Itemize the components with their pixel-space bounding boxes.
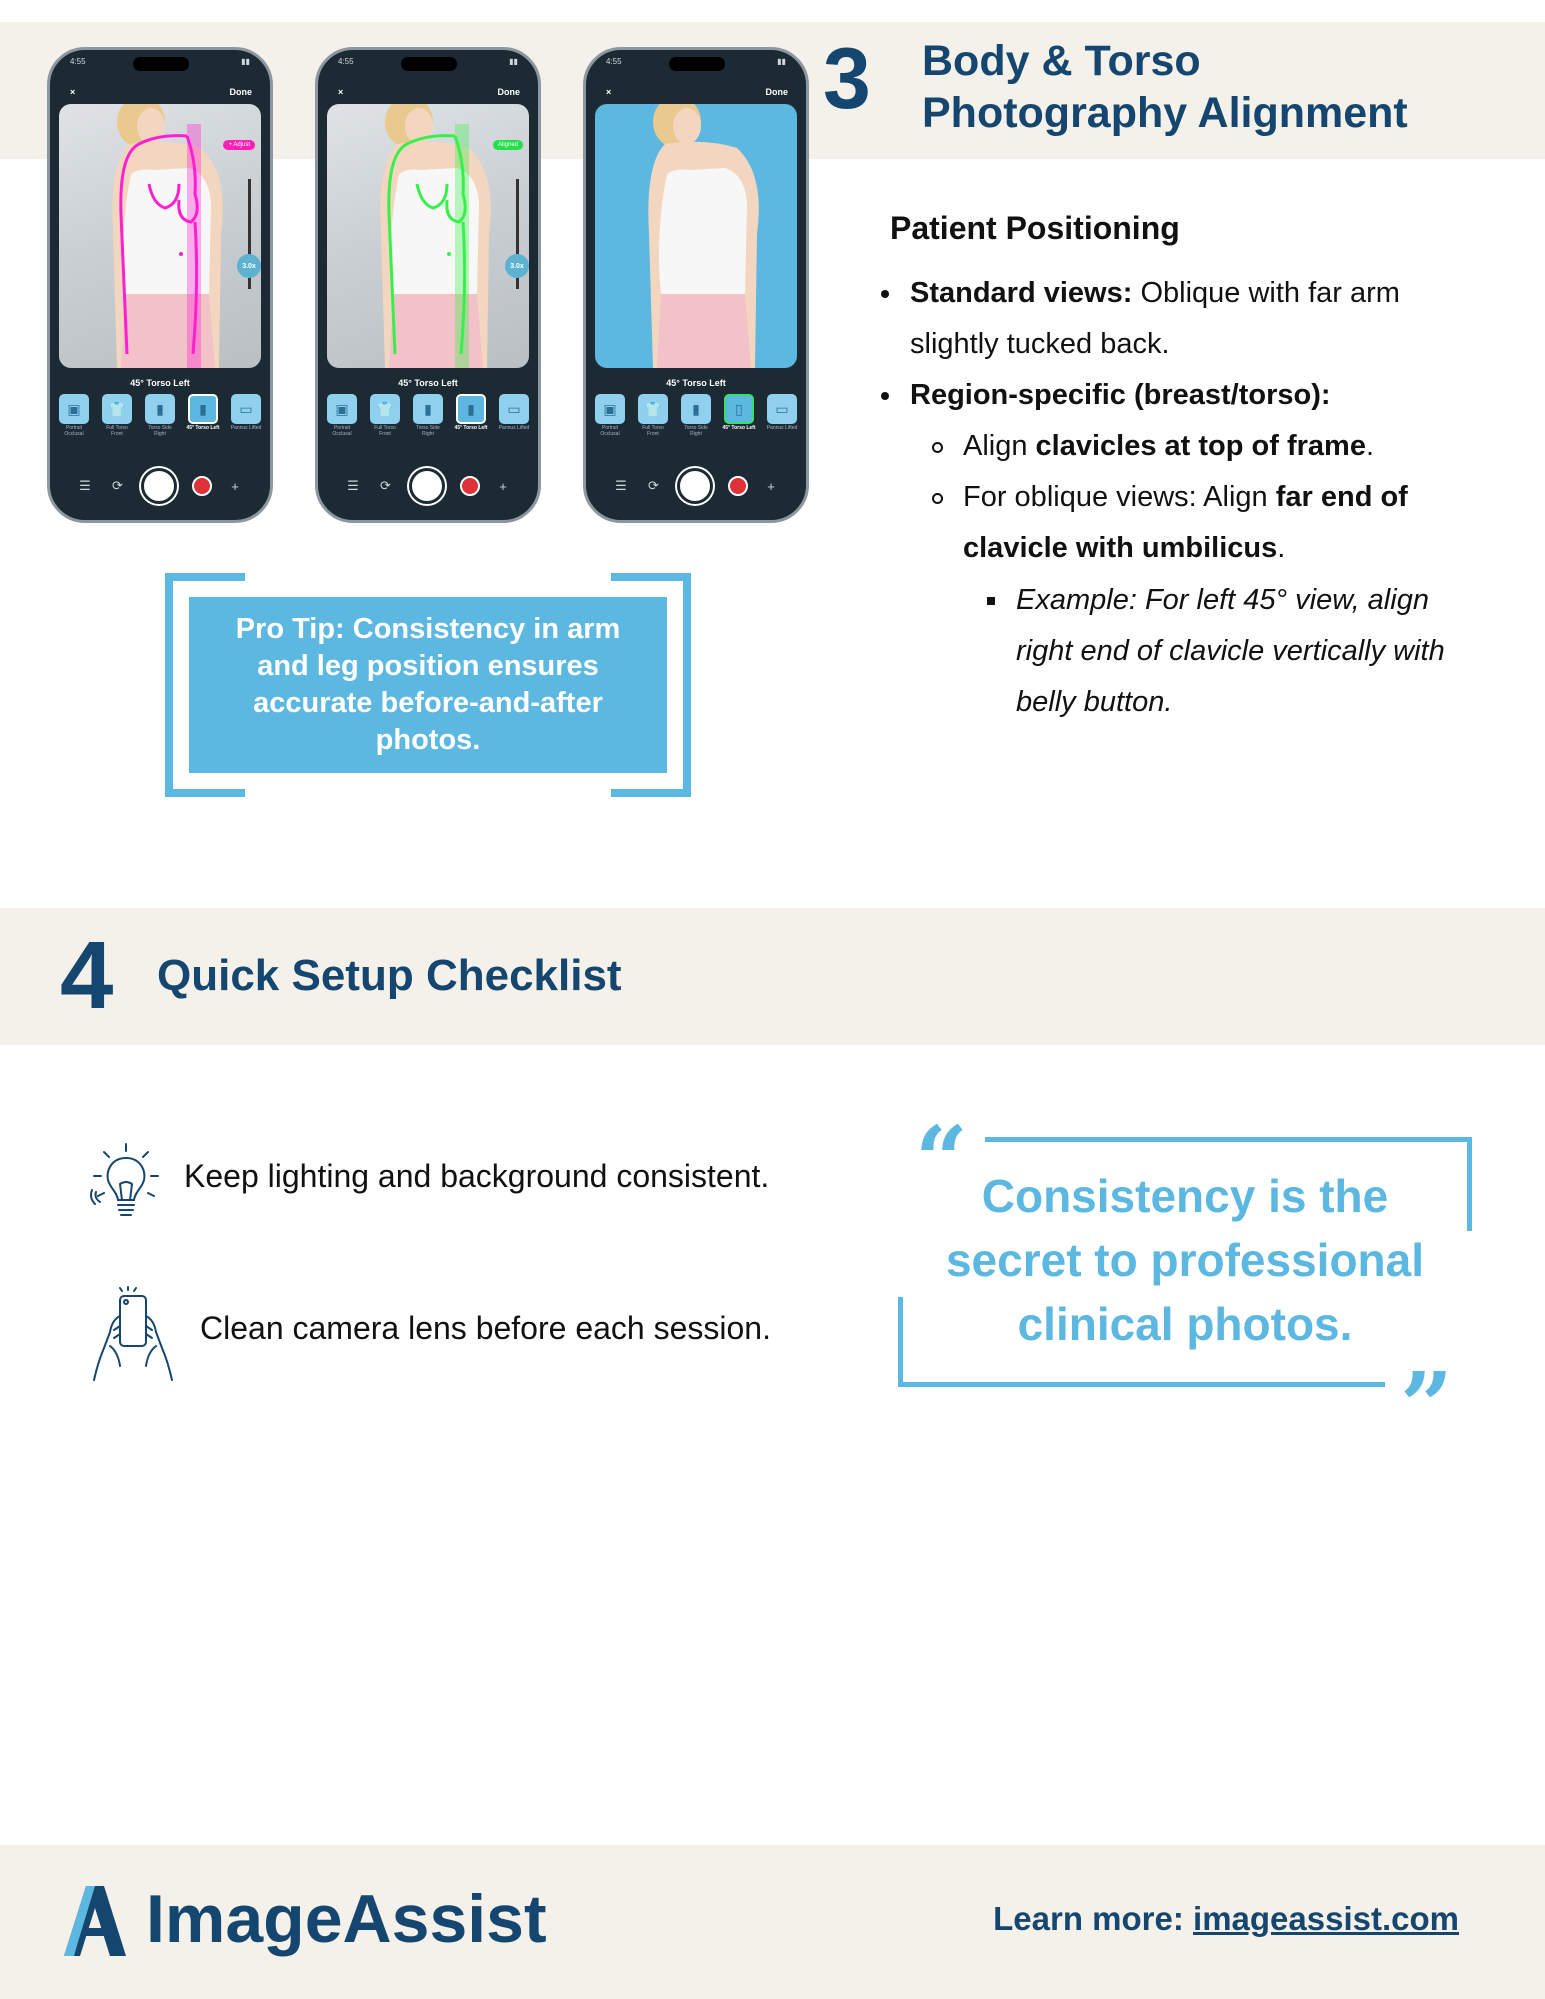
oblique-views-line1 (963, 472, 1408, 523)
zoom-knob[interactable]: 3.0x (237, 254, 261, 278)
align-clavicles-bold: clavicles at top of frame (1035, 430, 1366, 462)
pro-tip-callout (165, 573, 691, 797)
oblique-views-post: . (1277, 532, 1286, 564)
close-quote-icon: ” (1400, 1352, 1453, 1460)
pro-tip-text: Pro Tip: Consistency in arm and leg position ensures accurate before-and-after photos. (189, 597, 667, 773)
camera-controls (76, 468, 244, 504)
view-thumbnails (325, 394, 531, 438)
view-caption: Torso Side Right (148, 425, 172, 437)
open-quote-icon: “ (915, 1106, 968, 1214)
record-button[interactable] (460, 476, 480, 496)
quote-frame-right (1467, 1137, 1472, 1231)
done-button[interactable]: Done (229, 87, 252, 97)
camera-preview (327, 104, 529, 368)
view-thumbnail[interactable] (497, 394, 531, 438)
camera-topbar (606, 87, 788, 97)
view-caption: 45° Torso Left (454, 425, 488, 431)
section-3-title-line2: Photography Alignment (922, 88, 1408, 137)
align-clavicles-pre: Align (963, 430, 1036, 462)
section-4-title: Quick Setup Checklist (157, 951, 622, 1000)
view-caption: Portrait Occlusal (600, 425, 620, 437)
plus-icon[interactable]: + (231, 478, 239, 494)
close-icon[interactable]: × (338, 87, 344, 97)
settings-sliders-icon[interactable]: ☰ (347, 478, 359, 493)
alignment-badge[interactable]: + Adjust (223, 140, 255, 150)
battery-icon: ▮▮ (509, 57, 518, 66)
status-time: 4:55 (338, 57, 354, 66)
camera-controls (344, 468, 512, 504)
oblique-views-bold1: far end of (1275, 481, 1408, 513)
section-4-number: 4 (60, 922, 114, 1029)
person-icon: ▮ (145, 394, 175, 424)
shirt-icon: 👕 (370, 394, 400, 424)
view-label: 45° Torso Left (130, 378, 190, 388)
close-icon[interactable]: × (70, 87, 76, 97)
camera-preview (595, 104, 797, 368)
zoom-knob[interactable]: 3.0x (505, 254, 529, 278)
logo-text: ImageAssist (146, 1881, 547, 1957)
switch-camera-icon[interactable]: ⟳ (112, 478, 123, 493)
phone-in-hands-icon (90, 1286, 176, 1387)
align-clavicles-line (963, 421, 1374, 472)
section-3-title-line1: Body & Torso (922, 37, 1201, 85)
pelvis-icon: ▭ (231, 394, 261, 424)
pelvis-icon: ▭ (767, 394, 797, 424)
example-line2: right end of clavicle vertically with (1016, 635, 1445, 667)
view-caption: 45° Torso Left (186, 425, 220, 431)
close-icon[interactable]: × (606, 87, 612, 97)
person-icon: ▮ (681, 394, 711, 424)
view-caption: Full Torso Front (642, 425, 664, 437)
sub-sub-bullet (987, 597, 995, 605)
view-caption: Full Torso Front (374, 425, 396, 437)
photo-icon: ▯ (724, 394, 754, 424)
phone-mockup (47, 47, 273, 523)
record-button[interactable] (192, 476, 212, 496)
quote-line2: secret to professional (945, 1233, 1425, 1286)
oblique-views-bold2: clavicle with umbilicus (963, 532, 1278, 564)
quote-line3: clinical photos. (1017, 1297, 1353, 1350)
camera-preview (59, 104, 261, 368)
logo-mark-icon (64, 1886, 126, 1961)
quote-frame-left (898, 1297, 903, 1387)
switch-camera-icon[interactable]: ⟳ (380, 478, 391, 493)
view-thumbnail[interactable] (593, 394, 627, 438)
quote-line1: Consistency is the (981, 1170, 1389, 1222)
status-bar (606, 57, 786, 66)
portrait-icon: ▣ (327, 394, 357, 424)
status-bar (70, 57, 250, 66)
shutter-button[interactable] (409, 468, 445, 504)
patient-positioning-title: Patient Positioning (890, 210, 1180, 246)
phone-mockup (315, 47, 541, 523)
view-caption: Full Torso Front (106, 425, 128, 437)
section-3-number: 3 (823, 31, 871, 127)
shirt-icon: 👕 (102, 394, 132, 424)
learn-more-link[interactable]: imageassist.com (1193, 1900, 1459, 1937)
portrait-icon: ▣ (59, 394, 89, 424)
done-button[interactable]: Done (497, 87, 520, 97)
align-clavicles-post: . (1365, 430, 1375, 462)
view-thumbnail[interactable] (143, 394, 177, 438)
bullet (881, 290, 889, 298)
quote-text (915, 1165, 1455, 1357)
view-caption: Pannus Lifted (766, 425, 798, 431)
person-icon: ▮ (456, 394, 486, 424)
portrait-icon: ▣ (595, 394, 625, 424)
plus-icon[interactable]: + (499, 478, 507, 494)
standard-views-line2: slightly tucked back. (910, 328, 1170, 360)
sub-bullet (932, 442, 943, 453)
quote-frame-bottom (898, 1382, 1385, 1387)
status-time: 4:55 (70, 57, 86, 66)
alignment-badge[interactable]: Aligned (493, 140, 523, 150)
view-thumbnail[interactable] (325, 394, 359, 438)
view-thumbnail[interactable] (186, 394, 220, 438)
person-icon: ▮ (413, 394, 443, 424)
view-caption: Pannus Lifted (230, 425, 262, 431)
view-caption: Torso Side Right (684, 425, 708, 437)
camera-topbar (338, 87, 520, 97)
view-thumbnail[interactable] (411, 394, 445, 438)
shirt-icon: 👕 (638, 394, 668, 424)
status-bar (338, 57, 518, 66)
done-button[interactable]: Done (765, 87, 788, 97)
view-thumbnail[interactable] (100, 394, 134, 438)
lightbulb-icon (90, 1140, 162, 1229)
example-line3: belly button. (1016, 686, 1173, 718)
view-thumbnail[interactable] (229, 394, 263, 438)
shutter-button[interactable] (677, 468, 713, 504)
patient-photo (605, 104, 795, 368)
quote-frame-top (985, 1137, 1472, 1142)
standard-views-label: Standard views: (910, 277, 1133, 309)
view-thumbnail[interactable] (679, 394, 713, 438)
standard-views-text: Oblique with far arm (1132, 277, 1400, 309)
checklist-item-lighting: Keep lighting and background consistent. (184, 1158, 770, 1194)
view-thumbnail[interactable] (57, 394, 91, 438)
region-specific-text: Region-specific (breast/torso): (910, 379, 1331, 411)
bullet (881, 392, 889, 400)
status-time: 4:55 (606, 57, 622, 66)
switch-camera-icon[interactable]: ⟳ (648, 478, 659, 493)
view-label: 45° Torso Left (398, 378, 458, 388)
view-thumbnails (57, 394, 263, 438)
pelvis-icon: ▭ (499, 394, 529, 424)
section-3-title (922, 36, 1408, 139)
checklist-item-lens: Clean camera lens before each session. (200, 1310, 771, 1346)
camera-controls (612, 468, 780, 504)
person-icon: ▮ (188, 394, 218, 424)
view-thumbnail[interactable] (636, 394, 670, 438)
sub-bullet (932, 493, 943, 504)
shutter-button[interactable] (141, 468, 177, 504)
oblique-views-pre: For oblique views: Align (963, 481, 1276, 513)
battery-icon: ▮▮ (241, 57, 250, 66)
view-caption: 45° Torso Left (722, 425, 756, 431)
view-thumbnail[interactable] (722, 394, 756, 438)
view-caption: Portrait Occlusal (332, 425, 352, 437)
phone-mockup (583, 47, 809, 523)
battery-icon: ▮▮ (777, 57, 786, 66)
learn-more-label: Learn more: (993, 1900, 1194, 1937)
view-thumbnails (593, 394, 799, 438)
region-specific-label (910, 370, 1331, 421)
settings-sliders-icon[interactable]: ☰ (79, 478, 91, 493)
plus-icon[interactable]: + (767, 478, 775, 494)
standard-views-line1 (910, 268, 1400, 319)
view-thumbnail[interactable] (765, 394, 799, 438)
settings-sliders-icon[interactable]: ☰ (615, 478, 627, 493)
view-caption: Pannus Lifted (498, 425, 530, 431)
camera-topbar (70, 87, 252, 97)
learn-more (993, 1900, 1459, 1938)
view-label: 45° Torso Left (666, 378, 726, 388)
view-caption: Portrait Occlusal (64, 425, 84, 437)
oblique-views-line2 (963, 523, 1285, 574)
view-thumbnail[interactable] (454, 394, 488, 438)
view-thumbnail[interactable] (368, 394, 402, 438)
view-caption: Torso Side Right (416, 425, 440, 437)
record-button[interactable] (728, 476, 748, 496)
example-line1: Example: For left 45° view, align (1016, 584, 1429, 616)
